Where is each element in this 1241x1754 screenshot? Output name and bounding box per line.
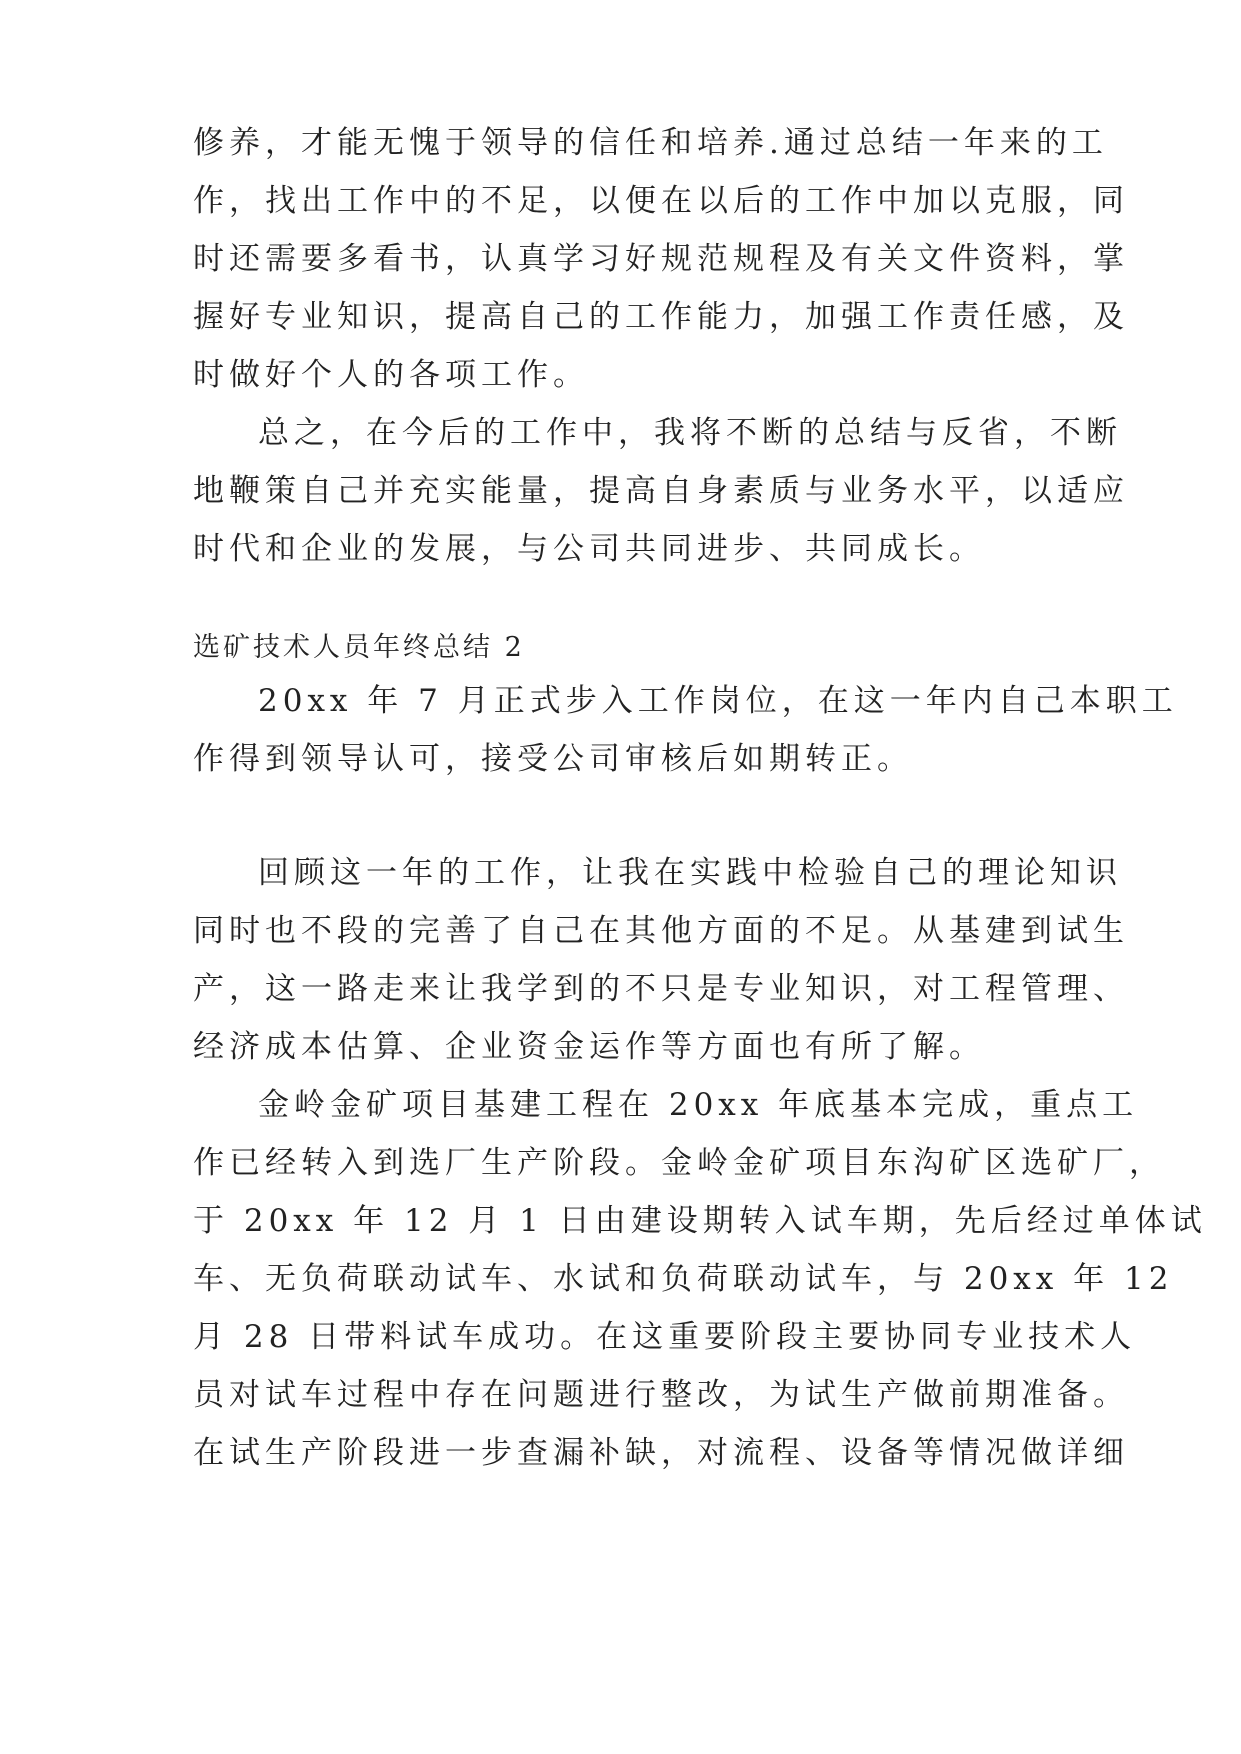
paragraph-line: 20xx 年 7 月正式步入工作岗位，在这一年内自己本职工 [258, 683, 1178, 719]
section-heading: 选矿技术人员年终总结 2 [193, 632, 525, 663]
paragraph-line: 产，这一路走来让我学到的不只是专业知识，对工程管理、 [193, 971, 1129, 1007]
paragraph-line: 经济成本估算、企业资金运作等方面也有所了解。 [193, 1029, 985, 1065]
paragraph-line: 于 20xx 年 12 月 1 日由建设期转入试车期，先后经过单体试 [193, 1203, 1207, 1239]
paragraph-line: 作已经转入到选厂生产阶段。金岭金矿项目东沟矿区选矿厂， [193, 1145, 1165, 1181]
paragraph-line: 在试生产阶段进一步查漏补缺，对流程、设备等情况做详细 [193, 1435, 1129, 1471]
paragraph-line: 地鞭策自己并充实能量，提高自身素质与业务水平，以适应 [193, 473, 1129, 509]
paragraph-line: 车、无负荷联动试车、水试和负荷联动试车，与 20xx 年 12 [193, 1261, 1174, 1297]
paragraph-line: 月 28 日带料试车成功。在这重要阶段主要协同专业技术人 [193, 1319, 1137, 1355]
paragraph-line: 修养，才能无愧于领导的信任和培养.通过总结一年来的工 [193, 125, 1108, 161]
paragraph-line: 时还需要多看书，认真学习好规范规程及有关文件资料，掌 [193, 241, 1129, 277]
paragraph-line: 员对试车过程中存在问题进行整改，为试生产做前期准备。 [193, 1377, 1129, 1413]
paragraph-line: 时代和企业的发展，与公司共同进步、共同成长。 [193, 531, 985, 567]
paragraph-line: 同时也不段的完善了自己在其他方面的不足。从基建到试生 [193, 913, 1129, 949]
paragraph-line: 作，找出工作中的不足，以便在以后的工作中加以克服，同 [193, 183, 1129, 219]
paragraph-line: 金岭金矿项目基建工程在 20xx 年底基本完成，重点工 [258, 1087, 1139, 1123]
paragraph-line: 握好专业知识，提高自己的工作能力，加强工作责任感，及 [193, 299, 1129, 335]
paragraph-line: 回顾这一年的工作，让我在实践中检验自己的理论知识 [258, 855, 1122, 891]
paragraph-line: 总之，在今后的工作中，我将不断的总结与反省，不断 [258, 415, 1122, 451]
paragraph-line: 作得到领导认可，接受公司审核后如期转正。 [193, 741, 913, 777]
paragraph-line: 时做好个人的各项工作。 [193, 357, 589, 393]
